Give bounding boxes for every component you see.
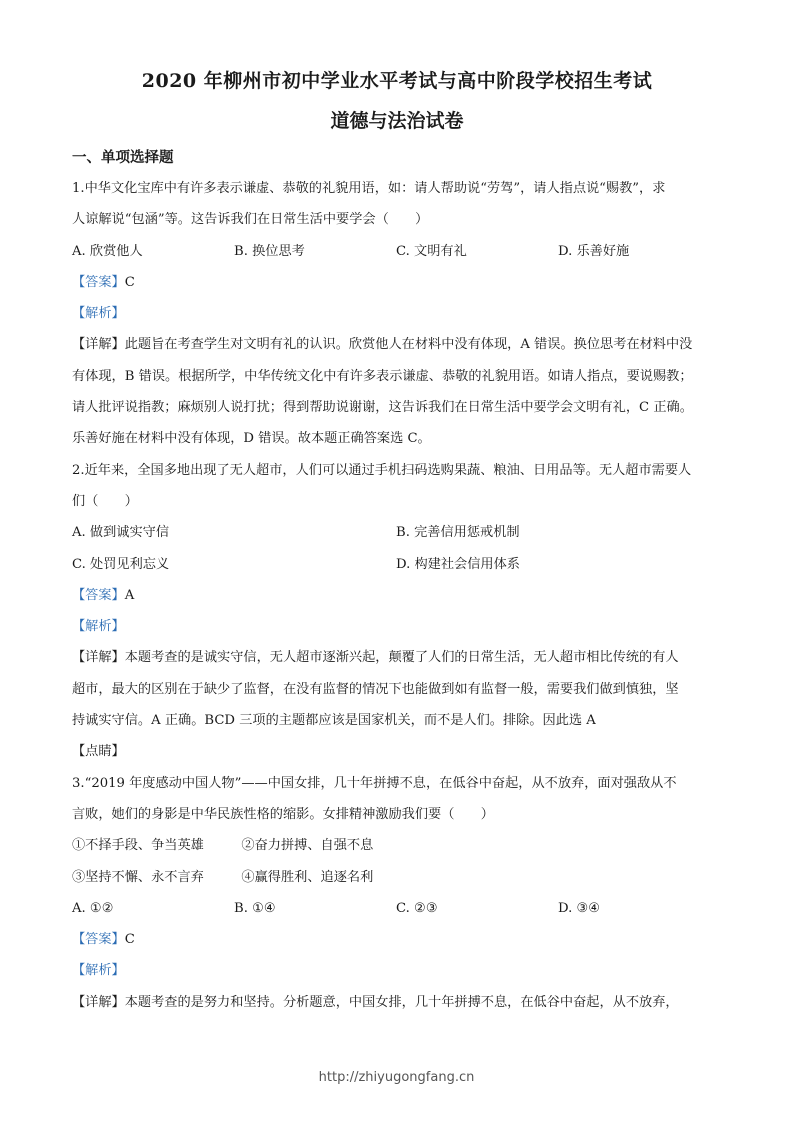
- options-row: [72, 517, 722, 548]
- document-page: [72, 66, 722, 1018]
- answer-value: A: [124, 587, 135, 603]
- detail-tag: 【详解】: [72, 337, 125, 353]
- answer-tag: 【答案】: [72, 587, 125, 603]
- detail-text: 请人批评说指教；麻烦别人说打扰；得到帮助说谢谢，这告诉我们在日常生活中要学会文明有礼，C 正确。: [72, 400, 693, 416]
- footer-url[interactable]: http://zhiyugongfang.cn: [318, 1070, 475, 1085]
- question-stem: 们（ ）: [72, 493, 138, 509]
- options-row: [72, 549, 722, 580]
- analysis-tag: 【解析】: [72, 306, 125, 322]
- detail-text: 本题考查的是努力和坚持。分析题意，中国女排，几十年拼搏不息，在低谷中奋起，从不放弃，: [124, 994, 679, 1010]
- statement-1: ①不择手段、争当英雄: [72, 838, 204, 854]
- option-d: D. ③④: [558, 900, 601, 916]
- detail-tag: 【详解】: [72, 650, 125, 666]
- option-d: D. 乐善好施: [558, 243, 630, 259]
- answer-line: [72, 267, 722, 298]
- question-stem: 3.“2019 年度感动中国人物”——中国女排，几十年拼搏不息，在低谷中奋起，从不放弃，面对强敌从不: [72, 775, 677, 791]
- statements-row: [72, 862, 472, 893]
- question-stem: 言败，她们的身影是中华民族性格的缩影。女排精神激励我们要（ ）: [72, 806, 494, 822]
- options-row: [72, 236, 722, 267]
- statements-row: [72, 830, 472, 861]
- exam-subtitle: 道德与法治试卷: [330, 110, 464, 132]
- detail-line: [72, 329, 722, 360]
- detail-text: 有体现，B 错误。根据所学，中华传统文化中有许多表示谦虚、恭敬的礼貌用语。如请人指点，要说赐教；: [72, 368, 693, 384]
- statement-2: ②奋力拼搏、自强不息: [241, 838, 374, 854]
- answer-line: [72, 924, 722, 955]
- detail-text: 此题旨在考查学生对文明有礼的认识。欣赏他人在材料中没有体现，A 错误。换位思考在材料中没: [124, 337, 693, 353]
- exam-title: 2020 年柳州市初中学业水平考试与高中阶段学校招生考试: [141, 70, 653, 92]
- answer-value: C: [124, 932, 135, 948]
- question-1: [72, 173, 722, 455]
- detail-line: [72, 987, 722, 1018]
- option-a: A. ①②: [72, 900, 114, 916]
- question-stem: 人谅解说“包涵”等。这告诉我们在日常生活中要学会（ ）: [72, 212, 429, 228]
- statement-4: ④赢得胜利、追逐名利: [241, 869, 374, 885]
- option-b: B. ①④: [234, 900, 276, 916]
- section-heading: 一、单项选择题: [72, 149, 174, 166]
- option-a: A. 做到诚实守信: [72, 525, 170, 541]
- analysis-tag: 【解析】: [72, 619, 125, 635]
- option-a: A. 欣赏他人: [72, 243, 143, 259]
- question-3: [72, 768, 722, 1018]
- detail-text: 超市，最大的区别在于缺少了监督，在没有监督的情况下也能做到如有监督一般，需要我们做到慎独，坚: [72, 681, 679, 697]
- option-d: D. 构建社会信用体系: [396, 556, 520, 572]
- question-stem: 1.中华文化宝库中有许多表示谦虚、恭敬的礼貌用语，如：请人帮助说“劳驾”，请人指点说“赐教”，求: [72, 181, 666, 196]
- comment-tag: 【点睛】: [72, 744, 125, 760]
- options-row: [72, 893, 722, 924]
- option-c: C. 文明有礼: [396, 243, 467, 259]
- answer-line: [72, 580, 722, 611]
- answer-tag: 【答案】: [72, 932, 125, 948]
- analysis-tag: 【解析】: [72, 963, 125, 979]
- detail-text: 本题考查的是诚实守信，无人超市逐渐兴起，颠覆了人们的日常生活，无人超市相比传统的有人: [124, 650, 679, 666]
- question-stem: 2.近年来，全国多地出现了无人超市，人们可以通过手机扫码选购果蔬、粮油、日用品等。无人超市需要人: [72, 462, 692, 478]
- option-b: B. 完善信用惩戒机制: [396, 525, 520, 541]
- detail-tag: 【详解】: [72, 994, 125, 1010]
- statement-3: ③坚持不懈、永不言弃: [72, 869, 204, 885]
- detail-text: 乐善好施在材料中没有体现，D 错误。故本题正确答案选 C。: [72, 431, 431, 447]
- option-c: C. ②③: [396, 900, 438, 916]
- option-b: B. 换位思考: [234, 243, 305, 259]
- option-c: C. 处罚见利忘义: [72, 556, 170, 572]
- answer-value: C: [124, 274, 135, 290]
- detail-line: [72, 642, 722, 673]
- answer-tag: 【答案】: [72, 274, 125, 290]
- question-2: [72, 455, 722, 768]
- detail-text: 持诚实守信。A 正确。BCD 三项的主题都应该是国家机关，而不是人们。排除。因此选 A: [72, 713, 596, 729]
